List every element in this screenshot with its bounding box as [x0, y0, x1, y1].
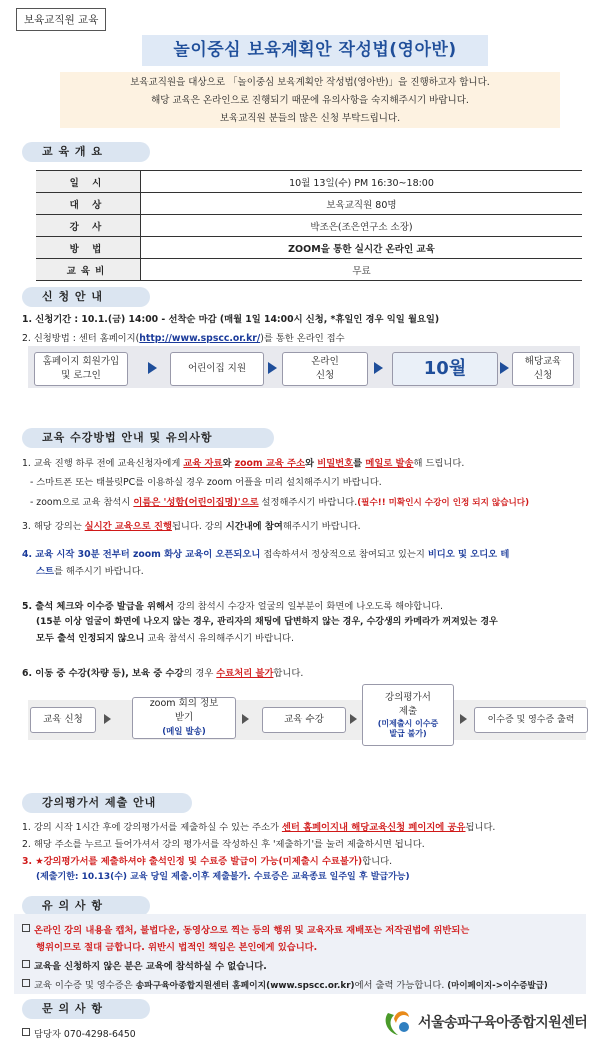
apply-method-text-end: )를 통한 온라인 접수 [260, 333, 345, 344]
logo-text: 서울송파구육아종합지원센터 [418, 1015, 588, 1031]
method-item-1 [22, 455, 464, 469]
flow-text: 받기 [174, 712, 194, 723]
flow-step-month [392, 352, 498, 386]
text-blue: 스트 [36, 566, 54, 577]
method-item-5-note: (15분 이상 얼굴이 화면에 나오지 않는 경우, 관리자의 채팅에 답변하지 않는 경우, 수강생의 카메라가 꺼져있는 경우 [36, 617, 498, 627]
arrow-right-icon [148, 362, 157, 374]
text-bold: 송파구육아종합지원센터 홈페이지(www.spscc.or.kr) [135, 981, 355, 991]
arrow-right-icon [500, 362, 509, 374]
arrow-right-icon [104, 714, 111, 724]
text-blue: 비디오 및 오디오 테 [427, 549, 510, 560]
eval-deadline: (제출기한: 10.13(수) 교육 당일 제출.이후 제출불가. 수료증은 교육종료 일주일 후 발급가능) [36, 872, 410, 882]
text: 에서 출력 가능합니다. [354, 980, 448, 991]
text-bold: 6. 이동 중 수강(차량 등), 보육 중 수강 [22, 668, 184, 679]
section-eval-header: 강의평가서 제출 안내 [22, 793, 192, 813]
text: 와 [305, 458, 318, 469]
flow-text: (미제출시 이수증 [377, 719, 439, 728]
table-row [36, 259, 582, 281]
eval-item-3 [22, 853, 392, 867]
table-value: 무료 [141, 259, 583, 281]
square-bullet-icon [22, 979, 30, 987]
intro-line: 보육교직원을 대상으로 「놀이중심 보육계획안 작성법(영아반)」을 진행하고자 합니다. [130, 77, 490, 88]
logo-mark-icon [382, 1005, 412, 1039]
text: 교육을 신청하지 않은 분은 교육에 참석하실 수 없습니다. [34, 961, 267, 972]
text-blue: 4. 교육 시작 30분 전부터 zoom 화상 교육이 오픈되오니 [22, 549, 261, 560]
overview-table [36, 170, 582, 281]
flow2-step-zoom-info [132, 697, 236, 739]
section-method-header: 교육 수강방법 안내 및 유의사항 [22, 428, 274, 448]
table-value: ZOOM을 통한 실시간 온라인 교육 [141, 237, 583, 259]
flow-text: 10월 [423, 358, 467, 379]
eval-item-2: 2. 해당 주소를 누르고 들어가셔서 강의 평가서를 작성하신 후 '제출하기'를 눌러 제출하시면 됩니다. [22, 839, 425, 850]
flow-text: 이수증 및 영수증 출력 [487, 715, 575, 725]
text: 접속하셔서 정상적으로 참여되고 있는지 [260, 549, 428, 560]
flow-step-online-apply [282, 352, 368, 386]
intro-box [60, 72, 560, 128]
intro-line: 보육교직원 분들의 많은 신청 부탁드립니다. [219, 113, 401, 124]
apply-method-text: 2. 신청방법 : 센터 홈페이지( [22, 333, 140, 344]
table-value: 보육교직원 80명 [141, 193, 583, 215]
flow-step-signup [34, 352, 128, 386]
text: 해주시기 바랍니다. [282, 521, 361, 532]
flow-text: 어린이집 지원 [187, 363, 247, 374]
text: 온라인 강의 내용을 캡처, 불법다운, 동영상으로 찍는 등의 행위 및 교육자료 재배포는 저작권법에 위반되는 [34, 925, 470, 936]
text: 를 [353, 458, 366, 469]
text: 됩니다. [465, 822, 496, 833]
text-highlight: 실시간 교육으로 진행 [84, 521, 172, 532]
center-logo [382, 1003, 592, 1043]
notice-item-1 [22, 922, 469, 936]
flow-text: 해당교육 [524, 356, 562, 367]
arrow-right-icon [374, 362, 383, 374]
text: 의 경우 [183, 668, 217, 679]
text: 강의 참석시 수강자 얼굴의 일부분이 화면에 나오도록 해야합니다. [173, 601, 444, 612]
text: 해 드립니다. [413, 458, 465, 469]
flow2-step-apply [30, 707, 96, 733]
method-item-3 [22, 518, 361, 532]
text-highlight: 수료처리 불가 [216, 668, 274, 679]
text: 1. 교육 진행 하루 전에 교육신청자에게 [22, 458, 184, 469]
table-value: 10월 13일(수) PM 16:30~18:00 [141, 171, 583, 193]
arrow-right-icon [242, 714, 249, 724]
text-bold: 모두 출석 인정되지 않으니 [36, 633, 145, 644]
table-key: 대 상 [36, 193, 141, 215]
arrow-right-icon [268, 362, 277, 374]
notice-item-1-cont: 행위이므로 절대 금합니다. 위반시 법적인 책임은 본인에게 있습니다. [36, 942, 318, 953]
square-bullet-icon [22, 960, 30, 968]
flow-step-daycare [170, 352, 264, 386]
page-title: 놀이중심 보육계획안 작성법(영아반) [142, 35, 488, 66]
square-bullet-icon [22, 1028, 30, 1036]
section-contact-header: 문 의 사 항 [22, 999, 150, 1019]
text: 됩니다. 강의 [171, 521, 226, 532]
notice-item-3 [22, 977, 548, 991]
flow-text: 신청 [533, 370, 553, 381]
flow-text: 홈페이지 회원가입 [42, 356, 120, 367]
section-notice-header: 유 의 사 항 [22, 896, 150, 916]
method-item-4 [22, 546, 509, 560]
text-highlight: 3. ★강의평가서를 제출하셔야 출석인정 및 수료증 발급이 가능 [22, 856, 279, 867]
contact-line [22, 1026, 136, 1040]
flow-text: 발급 불가) [389, 729, 427, 738]
flow-text: 교육 수강 [284, 714, 324, 725]
text: - zoom으로 교육 참석시 [30, 497, 134, 508]
flow2-step-print [474, 707, 588, 733]
apply-method [22, 330, 345, 344]
text-highlight: (미제출시 수료불가) [278, 856, 363, 867]
method-item-4-cont [36, 563, 144, 577]
table-row [36, 193, 582, 215]
text-highlight: 센터 홈페이지내 해당교육신청 페이지에 공유 [281, 822, 466, 833]
flow-text: 신청 [315, 370, 335, 381]
flow-text: 교육 신청 [43, 714, 83, 725]
text: 를 해주시기 바랍니다. [53, 566, 144, 577]
text: 와 [222, 458, 235, 469]
flow-step-course-apply [512, 352, 574, 386]
text: 교육 이수증 및 영수증은 [34, 980, 136, 991]
notice-item-2 [22, 958, 267, 972]
text-highlight: 교육 자료 [183, 458, 223, 469]
text: 설정해주시기 바랍니다. [258, 497, 358, 508]
text-bold: (마이페이지->이수증발급) [447, 981, 548, 991]
section-overview-header: 교 육 개 요 [22, 142, 150, 162]
method-item-1-sub-2 [30, 494, 529, 508]
flow-text: 및 로그인 [61, 370, 101, 381]
method-item-6 [22, 665, 303, 679]
method-item-1-sub-1: - 스마트폰 또는 태블릿PC를 이용하실 경우 zoom 어플을 미리 설치해주시기 바랍니다. [30, 477, 382, 488]
section-apply-header: 신 청 안 내 [22, 287, 150, 307]
apply-period: 1. 신청기간 : 10.1.(금) 14:00 - 선착순 마감 (매월 1일 14:00시 신청, *휴일인 경우 익일 월요일) [22, 314, 440, 325]
method-item-5 [22, 598, 443, 612]
intro-line: 해당 교육은 온라인으로 진행되기 때문에 유의사항을 숙지해주시기 바랍니다. [151, 95, 469, 106]
text: 교육 참석시 유의해주시기 바랍니다. [144, 633, 294, 644]
text-highlight: 비밀번호 [317, 458, 354, 469]
text-bold: 5. 출석 체크와 이수증 발급을 위해서 [22, 601, 174, 612]
table-value: 박조은(조은연구소 소장) [141, 215, 583, 237]
text-bold: 시간내에 참여 [225, 521, 283, 532]
table-key: 강 사 [36, 215, 141, 237]
text-highlight: 이름은 '성함(어린이집명)'으로 [133, 497, 259, 508]
table-key: 방 법 [36, 237, 141, 259]
square-bullet-icon [22, 924, 30, 932]
table-key: 일 시 [36, 171, 141, 193]
flow-text: 온라인 [311, 356, 339, 367]
table-row [36, 237, 582, 259]
text: 합니다. [362, 856, 393, 867]
table-row [36, 215, 582, 237]
arrow-right-icon [350, 714, 357, 724]
eval-item-1 [22, 819, 495, 833]
text-highlight: zoom 교육 주소 [234, 458, 305, 469]
top-label: 보육교직원 교육 [16, 8, 106, 31]
table-key: 교육비 [36, 259, 141, 281]
flow2-step-attend [262, 707, 346, 733]
arrow-right-icon [460, 714, 467, 724]
text: 합니다. [273, 668, 304, 679]
text: 담당자 070-4298-6450 [34, 1029, 136, 1040]
flow2-step-evaluation [362, 684, 454, 746]
text: 1. 강의 시작 1시간 후에 강의평가서를 제출하실 수 있는 주소가 [22, 822, 282, 833]
flow-text: zoom 회의 정보 [149, 698, 219, 709]
table-row [36, 171, 582, 193]
flow-text: 강의평가서 [385, 692, 431, 703]
text-highlight: 메일로 발송 [365, 458, 414, 469]
flow-text: (메일 발송) [162, 727, 206, 737]
text: 3. 해당 강의는 [22, 521, 85, 532]
text-highlight: (필수!! 미확인시 수강이 인정 되지 않습니다) [357, 498, 530, 508]
flow-text: 제출 [398, 706, 418, 717]
method-item-5-note-2 [36, 630, 294, 644]
homepage-link[interactable]: http://www.spscc.or.kr/ [139, 333, 261, 344]
